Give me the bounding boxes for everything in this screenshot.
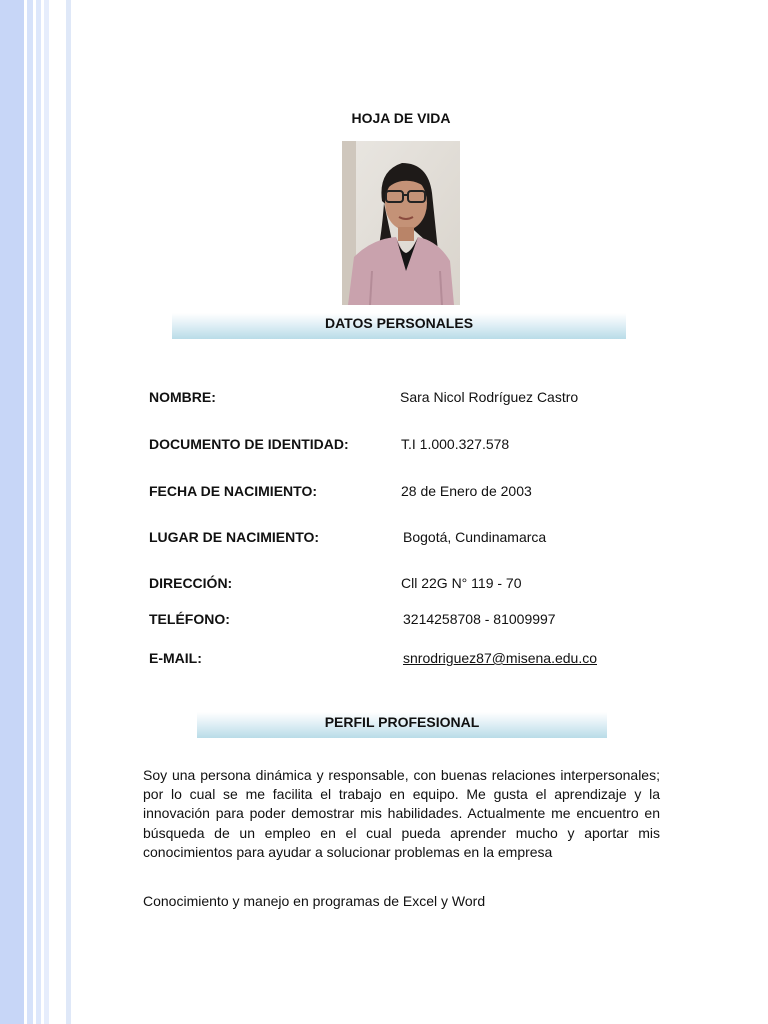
section-header-personal-data: DATOS PERSONALES bbox=[172, 313, 626, 339]
value-id-document: T.I 1.000.327.578 bbox=[401, 436, 510, 452]
value-name: Sara Nicol Rodríguez Castro bbox=[400, 389, 579, 405]
profile-photo bbox=[342, 141, 460, 305]
label-birth-place: LUGAR DE NACIMIENTO: bbox=[149, 529, 320, 545]
document-title: HOJA DE VIDA bbox=[351, 110, 451, 126]
label-id-document: DOCUMENTO DE IDENTIDAD: bbox=[149, 436, 349, 452]
label-name: NOMBRE: bbox=[149, 389, 216, 405]
label-phone: TELÉFONO: bbox=[149, 611, 230, 627]
label-birth-date: FECHA DE NACIMIENTO: bbox=[149, 483, 317, 499]
skills-line: Conocimiento y manejo en programas de Excel y Word bbox=[143, 893, 486, 909]
section-header-professional-profile: PERFIL PROFESIONAL bbox=[197, 712, 607, 738]
value-birth-date: 28 de Enero de 2003 bbox=[401, 483, 532, 499]
value-phone: 3214258708 - 81009997 bbox=[403, 611, 556, 627]
page-border-stripes bbox=[0, 0, 72, 1024]
value-birth-place: Bogotá, Cundinamarca bbox=[403, 529, 547, 545]
value-address: Cll 22G N° 119 - 70 bbox=[401, 575, 522, 591]
profile-paragraph: Soy una persona dinámica y responsable, con buenas relaciones interpersonales; por lo cual se me facilita el trabajo en equipo. Me gusta el aprendizaje y la innovación para poder demostrar mis habilidades. Actualmente me encuentro en búsqueda de un empleo en el cual pueda aprender mucho y aportar mis conocimientos para ayudar a solucionar problemas en la empresa bbox=[143, 767, 660, 860]
email-link[interactable]: snrodriguez87@misena.edu.co bbox=[403, 650, 597, 666]
label-email: E-MAIL: bbox=[149, 650, 202, 666]
label-address: DIRECCIÓN: bbox=[149, 575, 233, 591]
